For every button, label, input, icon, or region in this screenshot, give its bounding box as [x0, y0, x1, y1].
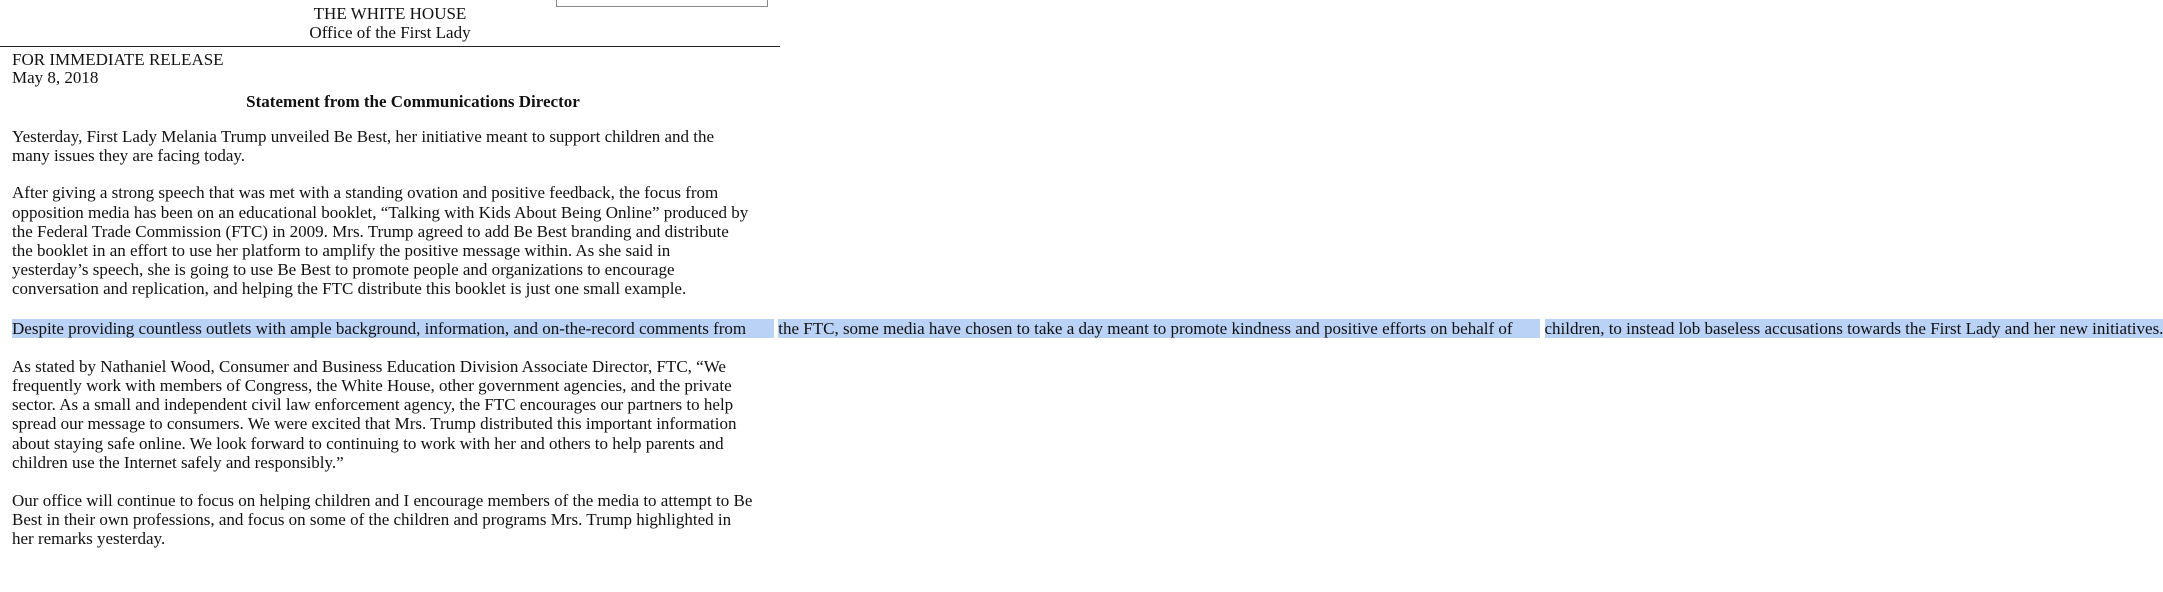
release-info — [12, 51, 774, 87]
paragraph-line: opposition media has been on an educational booklet, “Talking with Kids About Being Online” produced by — [12, 202, 749, 222]
paragraph-line: frequently work with members of Congress, the White House, other government agencies, and the private — [12, 376, 732, 396]
paragraph-line: children use the Internet safely and responsibly.” — [12, 452, 344, 472]
paragraph-line: spread our message to consumers. We were excited that Mrs. Trump distributed this important information — [12, 414, 737, 434]
paragraph-line: many issues they are facing today. — [12, 146, 246, 166]
letterhead-org: THE WHITE HOUSE — [313, 4, 467, 23]
paragraph-4 — [12, 357, 774, 472]
paragraph-line: about staying safe online. We look forward to continuing to work with her and others to help parents and — [12, 433, 724, 453]
selected-line[interactable]: the FTC, some media have chosen to take a day meant to promote kindness and positive efforts on behalf of — [778, 319, 1540, 338]
paragraph-line: Best in their own professions, and focus on some of the children and programs Mrs. Trump highlighted in — [12, 510, 732, 530]
release-label: FOR IMMEDIATE RELEASE — [12, 50, 224, 69]
header-divider — [0, 46, 780, 47]
press-release-document — [12, 0, 2163, 549]
paragraph-5 — [12, 491, 774, 549]
paragraph-line: sector. As a small and independent civil law enforcement agency, the FTC encourages our partners to help — [12, 395, 734, 415]
release-date: May 8, 2018 — [12, 68, 99, 87]
paragraph-line: conversation and replication, and helping the FTC distribute this booklet is just one small example. — [12, 279, 687, 299]
paragraph-line: the Federal Trade Commission (FTC) in 2009. Mrs. Trump agreed to add Be Best branding and distribute — [12, 221, 729, 241]
paragraph-3-highlighted[interactable] — [12, 318, 2163, 338]
paragraph-line: As stated by Nathaniel Wood, Consumer and Business Education Division Associate Director, FTC, “We — [12, 356, 726, 376]
letterhead — [6, 4, 774, 42]
paragraph-line: Yesterday, First Lady Melania Trump unveiled Be Best, her initiative meant to support children and the — [12, 127, 715, 146]
selected-line[interactable]: Despite providing countless outlets with ample background, information, and on-the-record comments from — [12, 319, 774, 338]
paragraph-2 — [12, 183, 774, 298]
paragraph-line: Our office will continue to focus on helping children and I encourage members of the media to attempt to Be — [12, 491, 753, 511]
statement-title: Statement from the Communications Director — [246, 92, 580, 111]
paragraph-line: her remarks yesterday. — [12, 529, 166, 549]
paragraph-line: After giving a strong speech that was met with a standing ovation and positive feedback, the focus from — [12, 183, 719, 203]
selected-line[interactable]: children, to instead lob baseless accusations towards the First Lady and her new initiatives. — [1544, 318, 2163, 338]
paragraph-line: yesterday’s speech, she is going to use Be Best to promote people and organizations to encourage — [12, 260, 675, 280]
letterhead-office: Office of the First Lady — [309, 23, 471, 42]
paragraph-line: the booklet in an effort to use her platform to amplify the positive message within. As she said in — [12, 241, 671, 261]
paragraph-1 — [12, 127, 774, 165]
